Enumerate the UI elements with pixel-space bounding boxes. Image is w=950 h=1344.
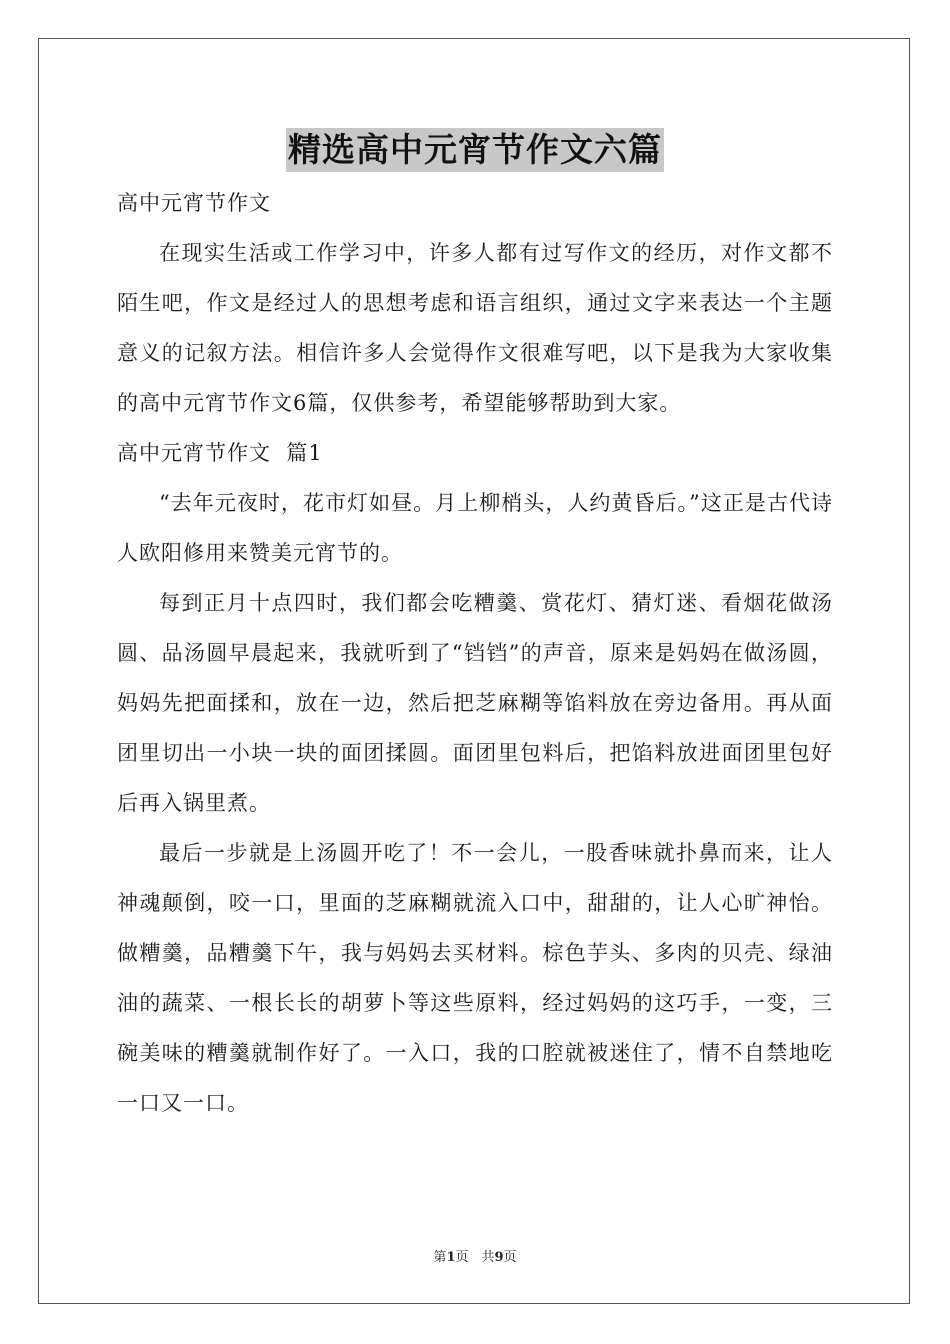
title-wrap (0, 128, 950, 172)
section-heading: 高中元宵节作文 篇1 (117, 441, 323, 465)
page-mid: 页 共 (455, 1250, 495, 1265)
body-paragraph: 每到正月十点四时，我们都会吃糟羹、赏花灯、猜灯迷、看烟花做汤圆、品汤圆早晨起来，我就听到了“铛铛”的声音，原来是妈妈在做汤圆，妈妈先把面揉和，放在一边，然后把芝麻糊等馅料放在旁边备用。再从面团里切出一小块一块的面团揉圆。面团里包料后，把馅料放进面团里包好后再入锅里煮。 (117, 591, 833, 815)
document-title: 精选高中元宵节作文六篇 (286, 128, 664, 172)
page-footer (0, 1246, 950, 1265)
page-total: 9 (494, 1250, 504, 1265)
subtitle: 高中元宵节作文 (117, 191, 271, 215)
page-suffix: 页 (503, 1250, 517, 1265)
intro-paragraph: 在现实生活或工作学习中，许多人都有过写作文的经历，对作文都不陌生吧，作文是经过人的思想考虑和语言组织，通过文字来表达一个主题意义的记叙方法。相信许多人会觉得作文很难写吧，以下是我为大家收集的高中元宵节作文6篇，仅供参考，希望能够帮助到大家。 (117, 241, 833, 415)
page-current: 1 (446, 1250, 456, 1265)
body-paragraph: “去年元夜时，花市灯如昼。月上柳梢头，人约黄昏后。”这正是古代诗人欧阳修用来赞美元宵节的。 (117, 491, 833, 565)
document-body (117, 178, 833, 1128)
page-prefix: 第 (433, 1250, 447, 1265)
body-paragraph: 最后一步就是上汤圆开吃了！不一会儿，一股香味就扑鼻而来，让人神魂颠倒，咬一口，里面的芝麻糊就流入口中，甜甜的，让人心旷神怡。做糟羹，品糟羹下午，我与妈妈去买材料。棕色芋头、多肉的贝壳、绿油油的蔬菜、一根长长的胡萝卜等这些原料，经过妈妈的这巧手，一变，三碗美味的糟羹就制作好了。一入口，我的口腔就被迷住了，情不自禁地吃一口又一口。 (117, 841, 833, 1115)
